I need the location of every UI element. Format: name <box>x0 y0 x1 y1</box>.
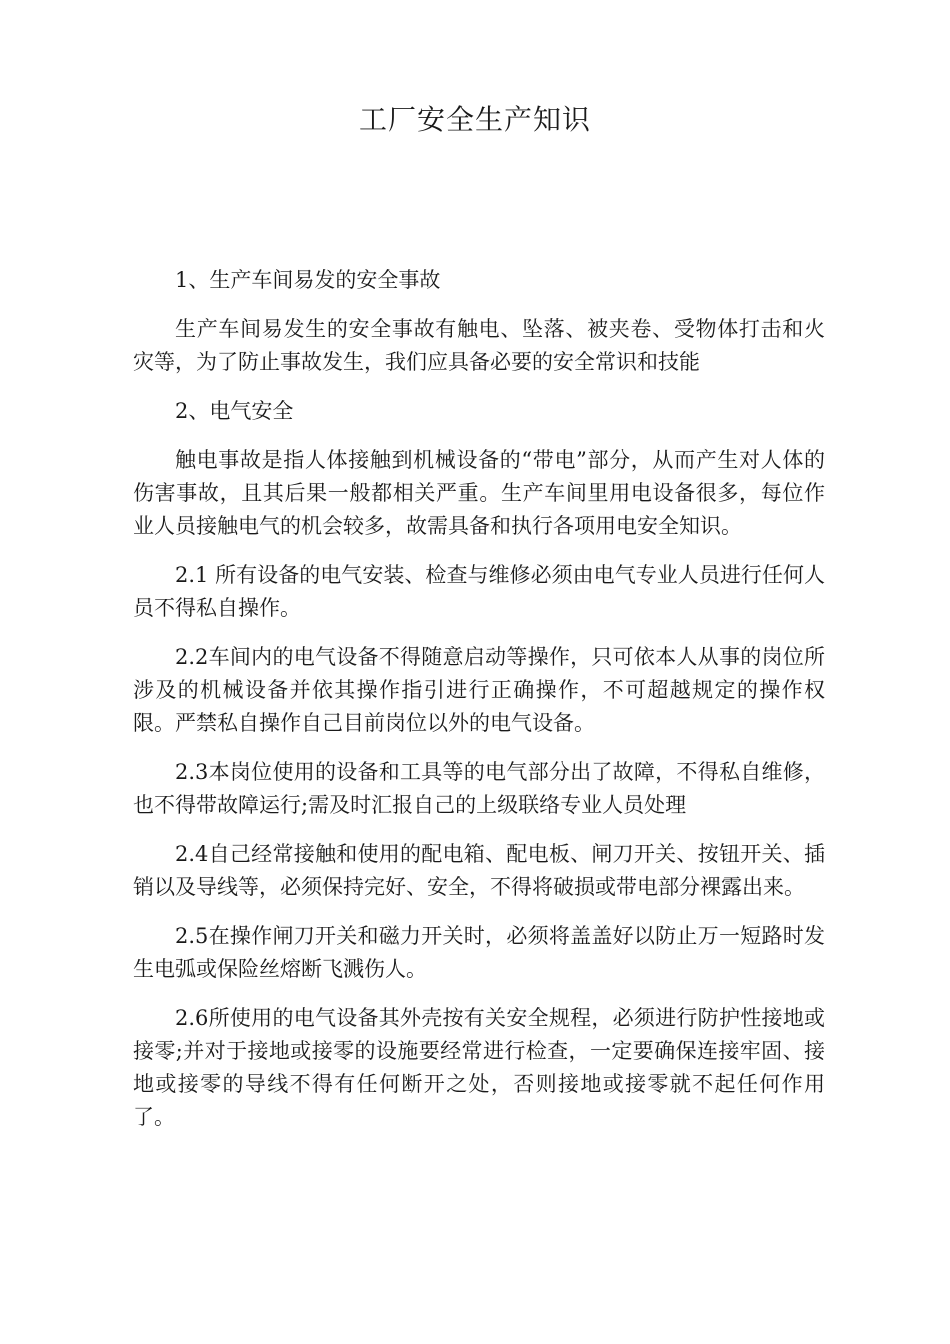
document-title: 工厂安全生产知识 <box>358 103 591 136</box>
paragraph: 生产车间易发生的安全事故有触电、坠落、被夹卷、受物体打击和火灾等，为了防止事故发生，我们应具备必要的安全常识和技能 <box>133 317 825 374</box>
paragraph: 触电事故是指人体接触到机械设备的“带电”部分，从而产生对人体的伤害事故，且其后果一般都相关严重。生产车间里用电设备很多，每位作业人员接触电气的机会较多，故需具备和执行各项用电安全知识。 <box>133 448 825 538</box>
document-body <box>133 264 825 1150</box>
paragraph-2-6: 2.6所使用的电气设备其外壳按有关安全规程，必须进行防护性接地或接零;并对于接地或接零的设施要经常进行检查，一定要确保连接牢固、接地或接零的导线不得有任何断开之处，否则接地或接零就不起任何作用了。 <box>133 1006 825 1129</box>
paragraph-2-2: 2.2车间内的电气设备不得随意启动等操作，只可依本人从事的岗位所涉及的机械设备并依其操作指引进行正确操作，不可超越规定的操作权限。严禁私自操作自己目前岗位以外的电气设备。 <box>133 645 825 735</box>
paragraph-2-4: 2.4自己经常接触和使用的配电箱、配电板、闸刀开关、按钮开关、插销以及导线等，必须保持完好、安全，不得将破损或带电部分裸露出来。 <box>133 842 825 899</box>
section-heading-1: 1、生产车间易发的安全事故 <box>175 268 441 292</box>
section-heading-2: 2、电气安全 <box>175 399 294 423</box>
paragraph-2-5: 2.5在操作闸刀开关和磁力开关时，必须将盖盖好以防止万一短路时发生电弧或保险丝熔断飞溅伤人。 <box>133 924 825 981</box>
paragraph-2-1: 2.1 所有设备的电气安装、检查与维修必须由电气专业人员进行任何人员不得私自操作。 <box>133 563 825 620</box>
paragraph-2-3: 2.3本岗位使用的设备和工具等的电气部分出了故障，不得私自维修，也不得带故障运行;需及时汇报自己的上级联络专业人员处理 <box>133 760 825 817</box>
